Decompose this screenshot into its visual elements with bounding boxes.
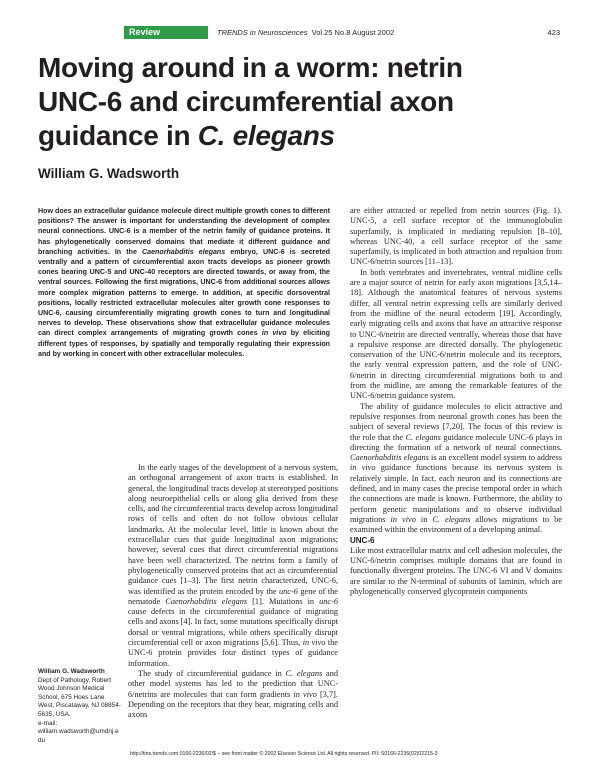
author-affiliation: [38, 668, 122, 745]
journal-header: [217, 26, 394, 39]
paragraph: The study of circumferential guidance in C. elegans and other model systems has led to the prediction that UNC-6/netrins are molecules that can form gradients in vivo [3,7]. Depending on the receptors that they bear, migrating cells and axons: [128, 668, 339, 720]
paragraph: are either attracted or repelled from netrin sources (Fig. 1). UNC-5, a cell surface receptor of the immunoglobulin superfamily, is implicated in mediating repulsion [8–10], whereas UNC-40, a cell surface receptor of the same superfamily, is implicated in both attraction and repulsion from UNC-6/netrin sources [11–13].: [350, 206, 562, 267]
abstract: How does an extracellular guidance molecule direct multiple growth cones to different positions? The answer is important for understanding the development of complex neural connections. UNC-6 is a member of the netrin family of guidance proteins. It has phylogenetically conserved domains that mediate it different guidance and branching activities. In the Caenorhabditis elegans embryo, UNC-6 is secreted ventrally and a pattern of circumferential axon tracts develops as pioneer growth cones bearing UNC-5 and UNC-40 receptors are directed towards, or away from, the ventral sources. Following the first migrations, UNC-6 from additional sources allows more complex migration patterns to emerge. In addition, at specific dorsoventral positions, locally restricted extracellular molecules alter growth cone responses to UNC-6, causing circumferentially migrating growth cones to turn and longitudinal nerves to develop. These observations show that extracellular guidance molecules can direct complex arrangements of migrating growth cones in vivo by eliciting different types of responses, by spatially and temporally regulating their expression and by working in concert with other extracellular molecules.: [38, 207, 330, 358]
body-column-left: [128, 463, 338, 720]
author-name: William G. Wadsworth: [38, 166, 180, 181]
journal-name: TRENDS in Neurosciences: [217, 28, 308, 37]
page-number: 423: [547, 28, 560, 37]
article-title: [38, 51, 518, 153]
title-line-2: UNC-6 and circumferential axon: [38, 86, 454, 117]
email-label: e-mail:: [38, 719, 58, 727]
page-footer: http://tins.trends.com 0166-2236/02/$ – see front matter © 2002 Elsevier Science Ltd. All rights reserved. PII: S0166-2236(02)02215-3: [130, 751, 438, 757]
paragraph: In the early stages of the development of a nervous system, an orthogonal arrangement of axon tracts is established. In general, the longitudinal tracts develop at stereotyped positions along neuroepithelial cells or along glia derived from these cells, and the circumferential tracts develop across longitudinal rows of cells and often do not follow obvious cellular landmarks. At the molecular level, little is known about the extracellular cues that guide longitudinal axon migrations; however, several cues that direct circumferential migrations have been well characterized. The netrins form a family of phylogenetically conserved proteins that act as circumferential guidance cues [1–3]. The first netrin characterized, UNC-6, was identified as the protein encoded by the unc-6 gene of the nematode Caenorhabditis elegans [1]. Mutations in unc-6 cause defects in the circumferential guidance of migrating cells and axons [4]. In fact, some mutations specifically disrupt dorsal or ventral migrations, while others specifically disrupt circumferential cell or axon migrations [5,6]. Thus, in vivo the UNC-6 protein provides four distinct types of guidance information.: [128, 463, 338, 668]
section-tag: Review: [124, 26, 208, 39]
affiliation-address: Dept of Pathology, Robert Wood Johnson Medical School, 675 Hoes Lane West, Piscataway, NJ 08854-5635, USA.: [38, 676, 121, 718]
paragraph: In both vertebrates and invertebrates, ventral midline cells are a major source of netrin for early axon migrations [3,5,14–18]. Although the anatomical features of nervous systems differ, all ventral netrin expressing cells are similarly derived from the midline of the neural ectoderm [19]. Accordingly, early migrating cells and axons that have an attractive response to UNC-6/netrin are directed ventrally, whereas those that have a repulsive response are directed dorsally. The phylogenetic conservation of the UNC-6/netrin molecule and its receptors, the early ventral expression pattern, and the role of UNC-6/netrin in directing circumferential migrations both to and from the midline, are among the remarkable features of the UNC-6/netrin guidance system.: [350, 267, 562, 401]
affiliation-name: William G. Wadsworth: [38, 668, 105, 675]
section-heading: UNC-6: [350, 535, 375, 545]
title-species: C. elegans: [197, 120, 335, 151]
paragraph: Like most extracellular matrix and cell adhesion molecules, the UNC-6/netrin comprises multiple domains that are found in functionally divergent proteins. The UNC-6 VI and V domains are similar to the N-terminal of subunits of laminin, which are phylogenetically conserved glycoprotein components: [350, 545, 562, 596]
email-address[interactable]: william.wadsworth@umdnj.edu: [38, 728, 119, 744]
volume-issue: Vol.25 No.8 August 2002: [311, 28, 395, 37]
paragraph: The ability of guidance molecules to elicit attractive and repulsive responses from neuronal growth cones has been the subject of several reviews [7,20]. The focus of this review is the role that the C. elegans guidance molecule UNC-6 plays in directing the formation of a network of neural connections. Caenorhabditis elegans is an excellent model system to address in vivo guidance functions because its nervous system is relatively simple. In fact, each neuron and its connections are defined, and in many cases the precise temporal order in which the connections are made is known. Furthermore, the ability to perform genetic manipulations and to observe individual migrations in vivo in C. elegans allows migrations to be examined within the environment of a developing animal.: [350, 401, 562, 535]
title-line-1: Moving around in a worm: netrin: [38, 52, 463, 83]
body-column-right: [350, 206, 562, 597]
title-line-3: guidance in C. elegans: [38, 120, 335, 151]
